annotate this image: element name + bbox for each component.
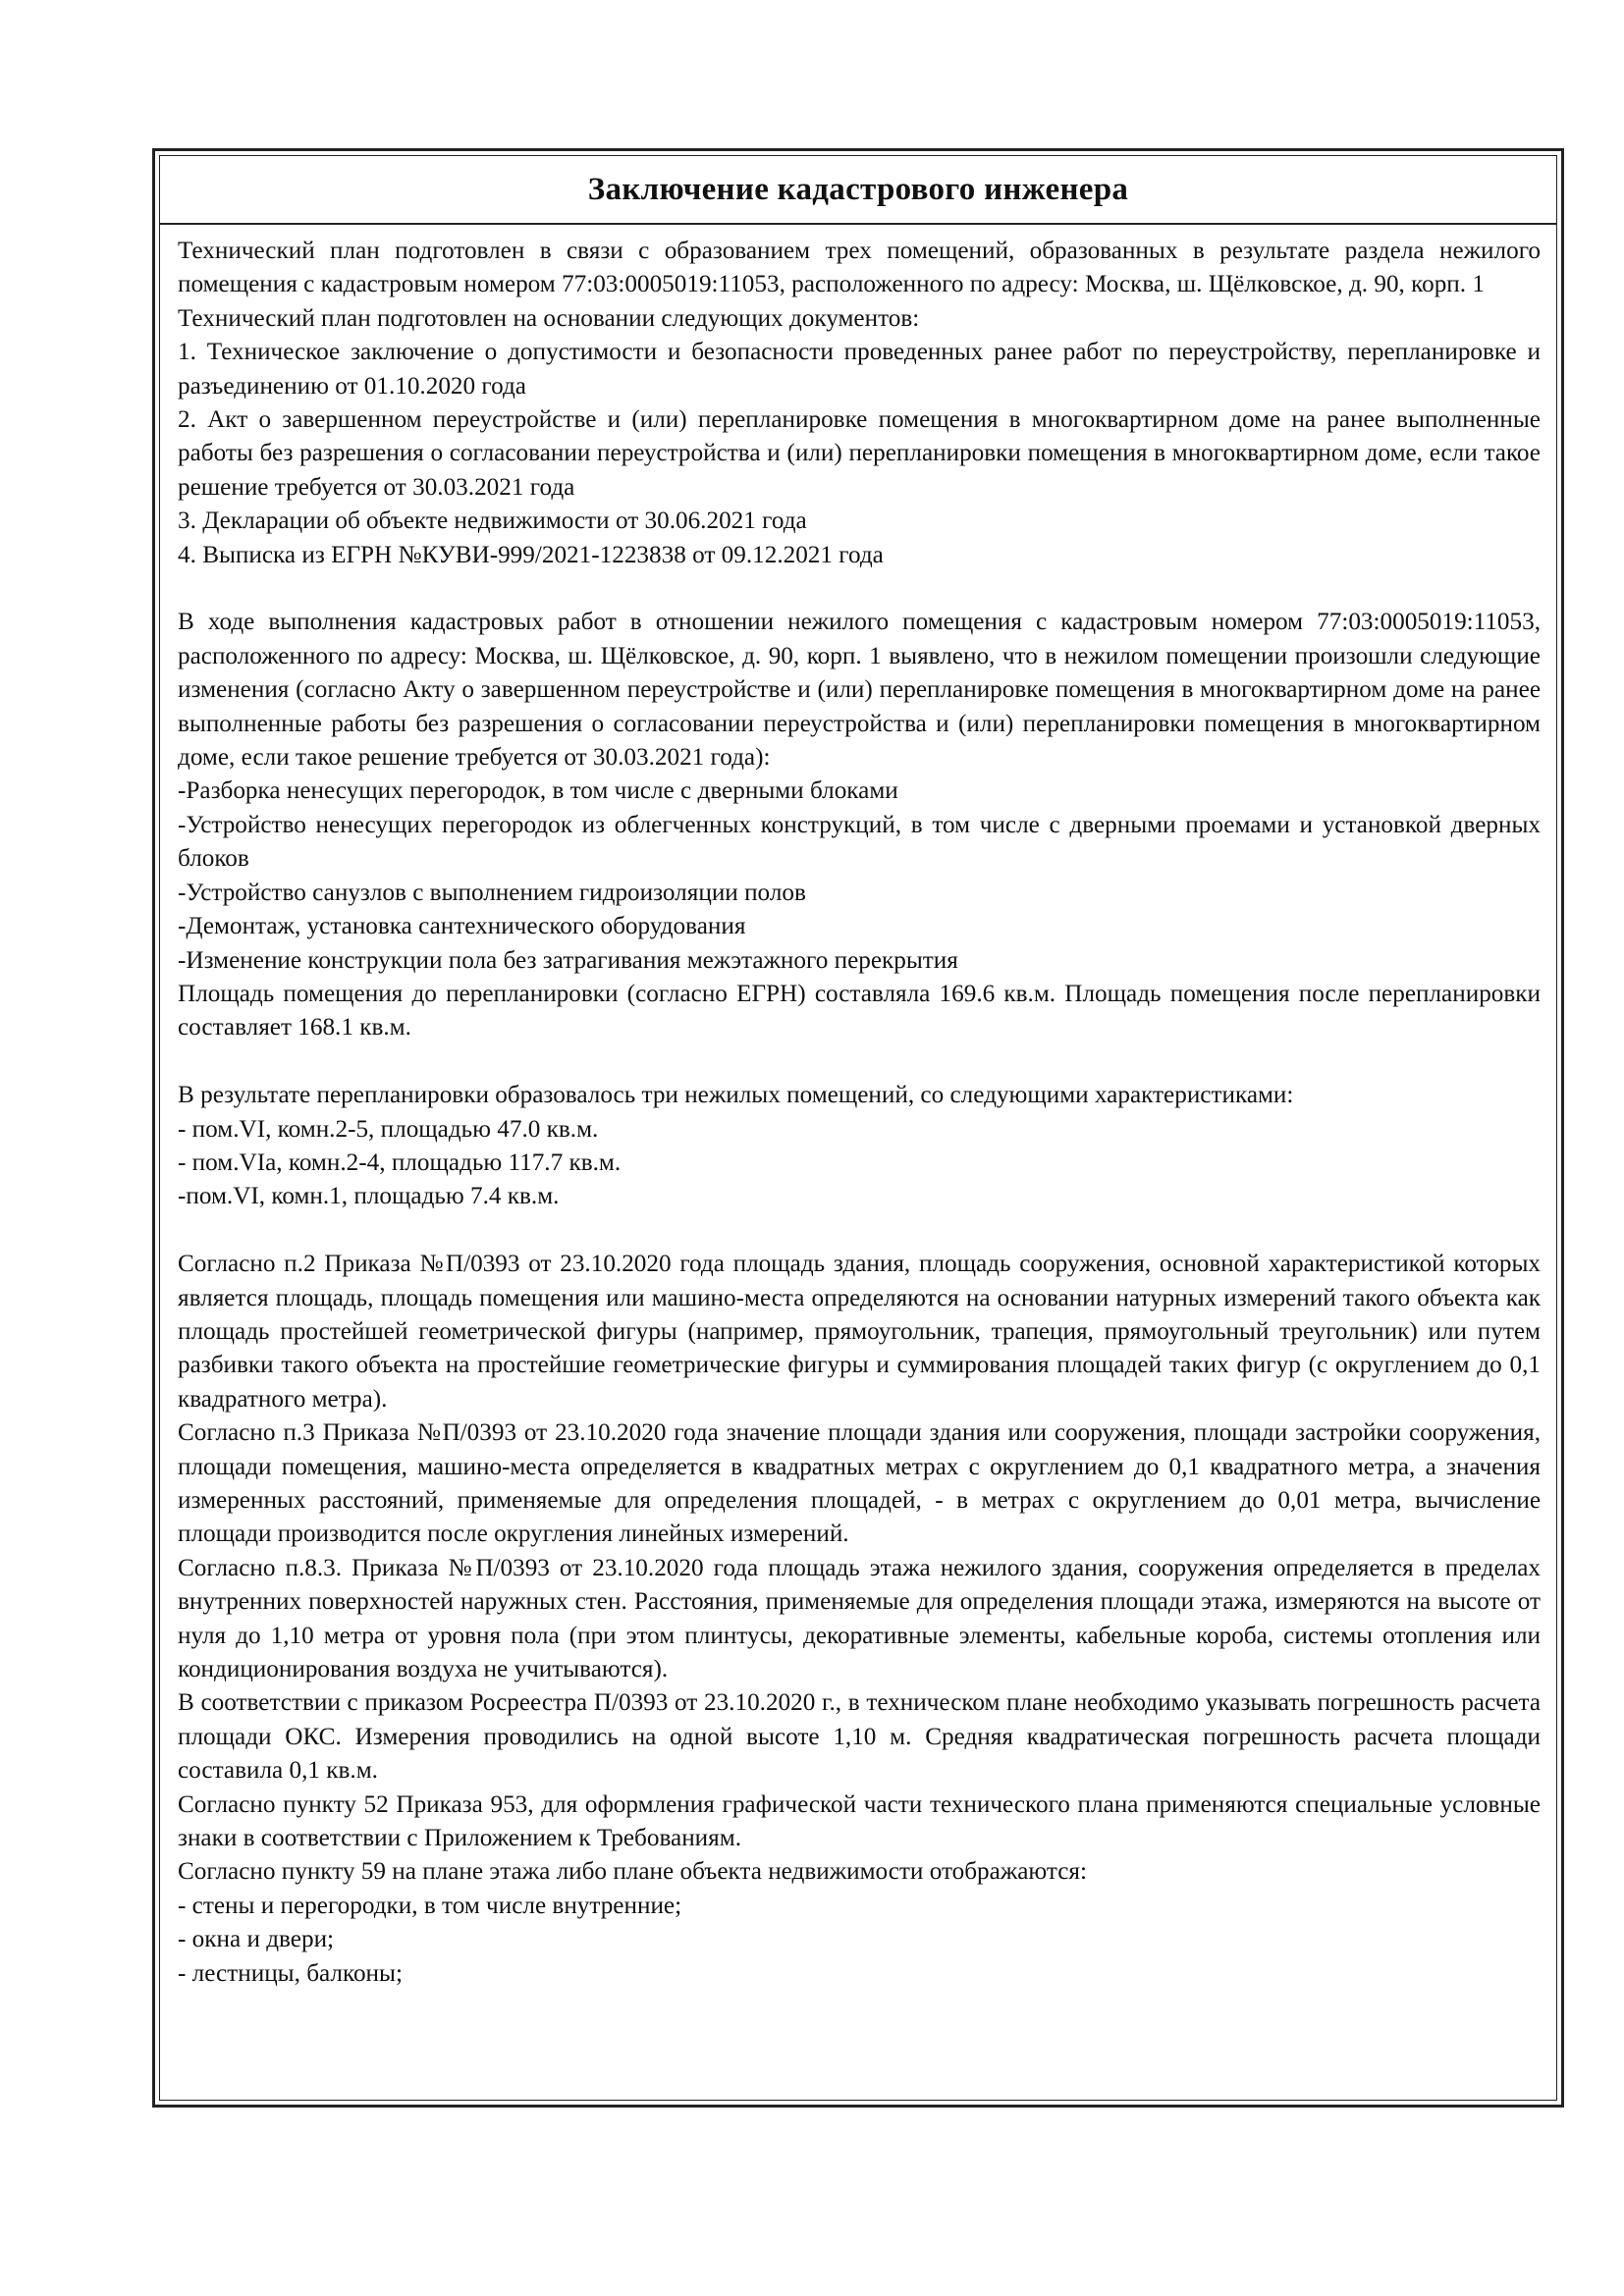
body-paragraph: - окна и двери; xyxy=(178,1926,335,1953)
body-paragraph: - пом.VIa, комн.2-4, площадью 117.7 кв.м. xyxy=(178,1148,622,1176)
document-title: Заключение кадастрового инженера xyxy=(587,171,1129,207)
body-paragraph: 3. Декларации об объекте недвижимости от 30.06.2021 года xyxy=(178,507,807,535)
body-paragraph: Согласно п.8.3. Приказа №П/0393 от 23.10.2020 года площадь этажа нежилого здания, сооружения определяется в пределах внутренних поверхностей наружных стен. Расстояния, применяемые для определения площади этажа, измеряются на высоте от нуля до 1,10 метра от уровня пола (при этом плинтусы, декоративные элементы, кабельные короба, системы отопления или кондиционирования воздуха не учитываются). xyxy=(178,1554,1541,1683)
body-paragraph: Согласно п.3 Приказа №П/0393 от 23.10.2020 года значение площади здания или сооружения, площади застройки сооружения, площади помещения, машино-места определяется в квадратных метрах с округлением до 0,1 квадратного метра, а значения измеренных расстояний, применяемые для определения площадей, - в метрах с округлением до 0,01 метра, вычисление площади производится после округления линейных измерений. xyxy=(178,1419,1541,1548)
body-paragraph: Технический план подготовлен на основании следующих документов: xyxy=(178,304,920,332)
body-paragraph: -Устройство ненесущих перегородок из облегченных конструкций, в том числе с дверными проемами и установкой дверных блоков xyxy=(178,811,1541,873)
body-paragraph: - стены и перегородки, в том числе внутренние; xyxy=(178,1892,682,1919)
body-paragraph: 4. Выписка из ЕГРН №КУВИ-999/2021-1223838 от 09.12.2021 года xyxy=(178,541,884,568)
body-paragraph: В ходе выполнения кадастровых работ в отношении нежилого помещения с кадастровым номером 77:03:0005019:11053, расположенного по адресу: Москва, ш. Щёлковское, д. 90, корп. 1 выявлено, что в нежилом помещении произошли следующие изменения (согласно Акту о завершенном переустройстве и (или) перепланировке помещения в многоквартирном доме на ранее выполненные работы без разрешения о согласовании переустройства и (или) перепланировки помещения в многоквартирном доме, если такое решение требуется от 30.03.2021 года): xyxy=(178,609,1541,772)
body-paragraph: В соответствии с приказом Росреестра П/0393 от 23.10.2020 г., в техническом плане необходимо указывать погрешность расчета площади ОКС. Измерения проводились на одной высоте 1,10 м. Средняя квадратическая погрешность расчета площади составила 0,1 кв.м. xyxy=(178,1689,1541,1785)
body-paragraph: Согласно п.2 Приказа №П/0393 от 23.10.2020 года площадь здания, площадь сооружения, основной характеристикой которых является площадь, площадь помещения или машино-места определяются на основании натурных измерений такого объекта как площадь простейшей геометрической фигуры (например, прямоугольник, трапеция, прямоугольный треугольник) или путем разбивки такого объекта на простейшие геометрические фигуры и суммирования площадей таких фигур (с округлением до 0,1 квадратного метра). xyxy=(178,1251,1541,1413)
blank-line xyxy=(178,1214,1541,1248)
body-paragraph: Согласно пункту 52 Приказа 953, для оформления графической части технического плана применяются специальные условные знаки в соответствии с Приложением к Требованиям. xyxy=(178,1790,1541,1852)
body-paragraph: - лестницы, балконы; xyxy=(178,1959,403,1987)
blank-line xyxy=(178,572,1541,606)
body-paragraph: Согласно пункту 59 на плане этажа либо плане объекта недвижимости отображаются: xyxy=(178,1858,1087,1886)
body-paragraph: В результате перепланировки образовалось три нежилых помещений, со следующими характеристиками: xyxy=(178,1082,1294,1109)
body-paragraph: Технический план подготовлен в связи с образованием трех помещений, образованных в результате раздела нежилого помещения с кадастровым номером 77:03:0005019:11053, расположенного по адресу: Москва, ш. Щёлковское, д. 90, корп. 1 xyxy=(178,238,1541,298)
body-paragraph: -Изменение конструкции пола без затрагивания межэтажного перекрытия xyxy=(178,946,958,974)
body-paragraph: - пом.VI, комн.2-5, площадью 47.0 кв.м. xyxy=(178,1115,599,1143)
document-frame-inner xyxy=(159,155,1557,2101)
title-row xyxy=(160,156,1556,225)
blank-line xyxy=(178,1045,1541,1079)
document-frame-outer xyxy=(152,148,1564,2108)
body-paragraph: -Демонтаж, установка сантехнического оборудования xyxy=(178,913,746,940)
body-paragraph: 1. Техническое заключение о допустимости и безопасности проведенных ранее работ по переустройству, перепланировке и разъединению от 01.10.2020 года xyxy=(178,339,1541,400)
body-paragraph: 2. Акт о завершенном переустройстве и (или) перепланировке помещения в многоквартирном доме на ранее выполненные работы без разрешения о согласовании переустройства и (или) перепланировки помещения в многоквартирном доме, если такое решение требуется от 30.03.2021 года xyxy=(178,406,1541,501)
body-paragraph: Площадь помещения до перепланировки (согласно ЕГРН) составляла 169.6 кв.м. Площадь помещения после перепланировки составляет 168.1 кв.м. xyxy=(178,980,1541,1041)
body-paragraph: -Устройство санузлов с выполнением гидроизоляции полов xyxy=(178,879,806,906)
body-paragraph: -пом.VI, комн.1, площадью 7.4 кв.м. xyxy=(178,1183,560,1210)
body-paragraph: -Разборка ненесущих перегородок, в том числе с дверными блоками xyxy=(178,777,898,805)
document-body xyxy=(160,225,1556,1991)
